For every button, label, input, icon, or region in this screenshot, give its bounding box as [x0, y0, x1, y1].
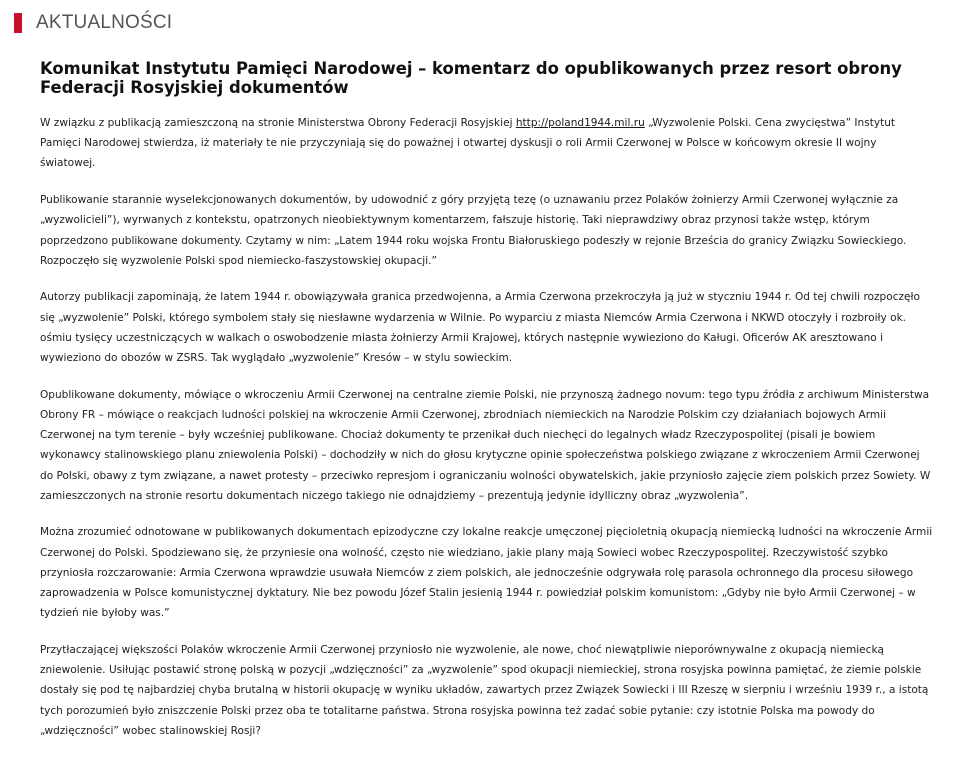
article-paragraph-3: Autorzy publikacji zapominają, że latem 1944 r. obowiązywała granica przedwojenna, a Armia Czerwona przekroczyła ją już w styczniu 1944 r. Od tej chwili rozpoczęło się „wyzwolenie” Polski, którego symbolem stały się niesławne wydarzenia w Wilnie. Po wyparciu z miasta Niemców Armia Czerwona i NKWD otoczyły i rozbroiły ok. ośmiu tysięcy uczestniczących w walkach o oswobodzenie miasta żołnierzy Armii Krajowej, których następnie wywieziono do Kaługi. Oficerów AK aresztowano i wywieziono do obozów w ZSRS. Tak wyglądało „wyzwolenie” Kresów – w stylu sowieckim. [40, 291, 920, 365]
paragraph-text: „Wyzwolenie Polski. Cena zwycięstwa” Instytut Pamięci Narodowej stwierdza, iż materiały te nie przyczyniają się do poważnej i otwartej dyskusji o roli Armii Czerwonej w Polsce w końcowym okresie II wojny światowej. [40, 117, 896, 170]
article-title: Komunikat Instytutu Pamięci Narodowej – komentarz do opublikowanych przez resort obrony Federacji Rosyjskiej dokumentów [40, 59, 902, 97]
paragraph-text: W związku z publikacją zamieszczoną na stronie Ministerstwa Obrony Federacji Rosyjskiej [40, 117, 516, 129]
section-accent-bar [14, 13, 22, 33]
article-paragraph-6: Przytłaczającej większości Polaków wkroczenie Armii Czerwonej przyniosło nie wyzwolenie, ale nowe, choć niewątpliwie nieporównywalne z okupacją niemiecką zniewolenie. Usiłując postawić stronę polską w pozycji „wdzięczności” za „wyzwolenie” spod okupacji niemieckiej, strona rosyjska powinna pamiętać, że ziemie polskie dostały się pod tę najbardziej chyba brutalną w historii okupację w wyniku układów, zawartych przez Związek Sowiecki i III Rzeszę w sierpniu i wrześniu 1939 r., a istotą tych porozumień było zniszczenie Polski przez oba te totalitarne państwa. Strona rosyjska powinna też zadać sobie pytanie: czy istotnie Polska ma powody do „wdzięczności” wobec stalinowskiej Rosji? [40, 643, 929, 737]
article-paragraph-2: Publikowanie starannie wyselekcjonowanych dokumentów, by udowodnić z góry przyjętą tezę (o uznawaniu przez Polaków żołnierzy Armii Czerwonej wyłącznie za „wyzwolicieli”), wyrwanych z kontekstu, opatrzonych nieobiektywnym komentarzem, fałszuje historię. Taki nieprawdziwy obraz przynosi także wstęp, którym poprzedzono publikowane dokumenty. Czytamy w nim: „Latem 1944 roku wojska Frontu Białoruskiego podeszły w rejonie Brześcia do granicy Związku Sowieckiego. Rozpoczęło się wyzwolenie Polski spod niemiecko-faszystowskiej okupacji.” [40, 194, 907, 267]
section-title: AKTUALNOŚCI [36, 12, 173, 33]
source-link[interactable]: http://poland1944.mil.ru [515, 117, 645, 129]
section-header [14, 12, 172, 34]
article-body [40, 113, 935, 757]
article-paragraph-5: Można zrozumieć odnotowane w publikowanych dokumentach epizodyczne czy lokalne reakcje umęczonej pięcioletnią okupacją niemiecką ludności na wkroczenie Armii Czerwonej do Polski. Spodziewano się, że przyniesie ona wolność, często nie wiedziano, jakie plany mają Sowieci wobec Rzeczypospolitej. Rzeczywistość szybko przyniosła rozczarowanie: Armia Czerwona wprawdzie usuwała Niemców z ziem polskich, ale jednocześnie odgrywała rolę parasola ochronnego dla procesu siłowego zaprowadzenia w Polsce komunistycznej dyktatury. Nie bez powodu Józef Stalin jesienią 1944 r. powiedział polskim komunistom: „Gdyby nie było Armii Czerwonej – w tydzień nie byłoby was.” [40, 526, 933, 620]
article-paragraph-4: Opublikowane dokumenty, mówiące o wkroczeniu Armii Czerwonej na centralne ziemie Polski, nie przynoszą żadnego novum: tego typu źródła z archiwum Ministerstwa Obrony FR – mówiące o reakcjach ludności polskiej na wkroczenie Armii Czerwonej, zbrodniach niemieckich na Narodzie Polskim czy działaniach bojowych Armii Czerwonej na tym terenie – były wcześniej publikowane. Chociaż dokumenty te przenikał duch niechęci do legalnych władz Rzeczypospolitej (pisali je bowiem wykonawcy stalinowskiego planu zniewolenia Polski) – dochodziły w nich do głosu krytyczne opinie społeczeństwa polskiego związane z wkroczeniem Armii Czerwonej do Polski, obawy z tym związane, a nawet protesty – przeciwko represjom i ograniczaniu wolności obywatelskich, jakie przyniosło zajęcie ziem polskich przez Sowiety. W zamieszczonych na stronie resortu dokumentach niczego takiego nie odnajdziemy – prezentują jedynie idylliczny obraz „wyzwolenia”. [40, 388, 931, 502]
article-paragraph-1 [40, 113, 935, 174]
